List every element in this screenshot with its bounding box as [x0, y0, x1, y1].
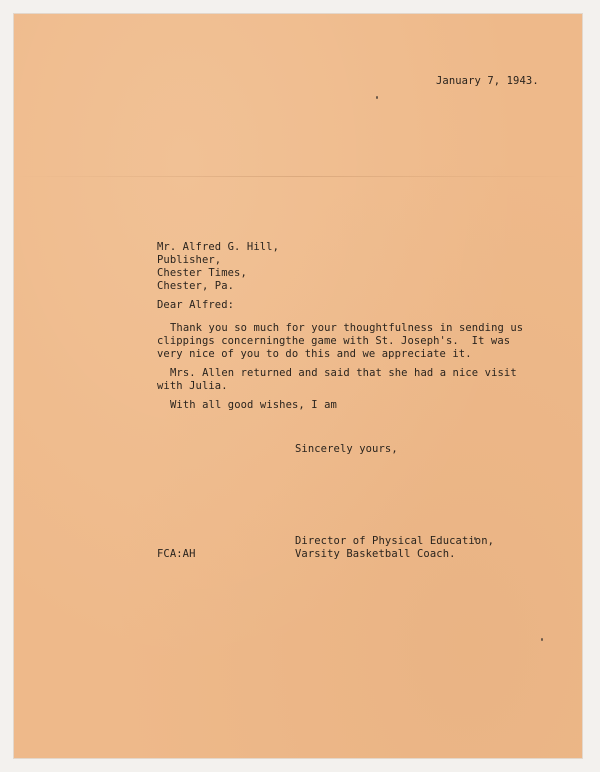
body-line: Thank you so much for your thoughtfulness in sending us [170, 322, 524, 334]
recipient-line: Mr. Alfred G. Hill, [157, 241, 280, 253]
title-line: Director of Physical Education, [295, 535, 495, 547]
recipient-line: Publisher, [157, 254, 222, 266]
salutation: Dear Alfred: [157, 299, 235, 311]
letter-paper [14, 14, 582, 758]
body-line: with Julia. [157, 380, 228, 392]
letter-date: January 7, 1943. [436, 75, 539, 87]
recipient-line: Chester Times, [157, 267, 247, 279]
reference-initials: FCA:AH [157, 548, 196, 560]
title-line: Varsity Basketball Coach. [295, 548, 456, 560]
body-paragraph-3: With all good wishes, I am [170, 399, 337, 411]
paper-speck [376, 96, 378, 99]
complimentary-close: Sincerely yours, [295, 443, 398, 455]
body-line: very nice of you to do this and we appreciate it. [157, 348, 472, 360]
paper-fold-line [14, 176, 582, 177]
body-line: clippings concerningthe game with St. Joseph's. It was [157, 335, 511, 347]
paper-speck [541, 638, 543, 641]
recipient-line: Chester, Pa. [157, 280, 235, 292]
body-line: Mrs. Allen returned and said that she had a nice visit [170, 367, 517, 379]
